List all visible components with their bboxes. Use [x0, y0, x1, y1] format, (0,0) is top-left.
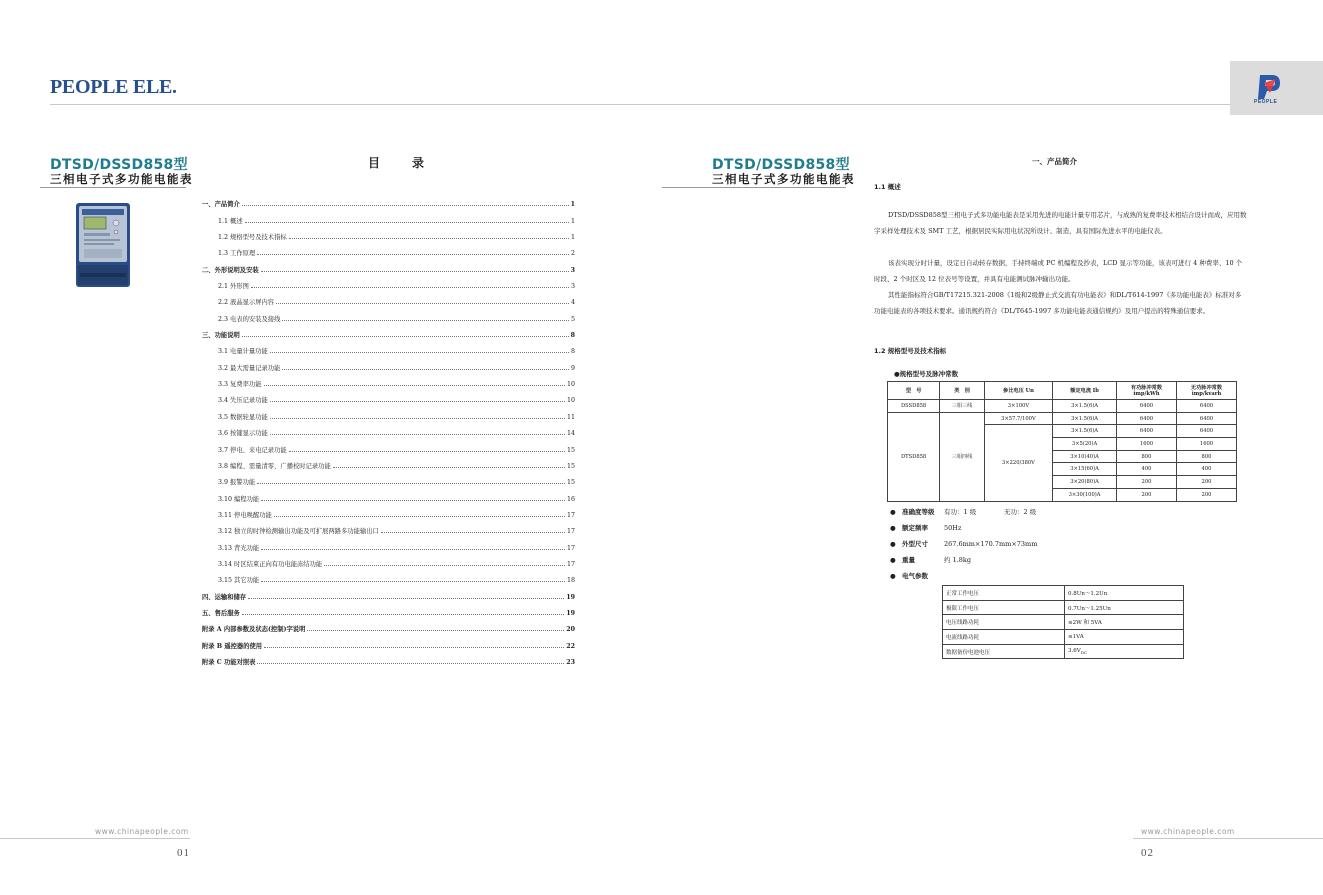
table-row — [888, 412, 1237, 425]
toc-leader-dots — [270, 401, 565, 402]
toc-leader-dots — [270, 418, 565, 419]
bullet-dimensions — [890, 539, 1037, 548]
toc-item[interactable] — [202, 633, 575, 649]
toc-item[interactable] — [202, 192, 575, 208]
toc-item-page: 19 — [566, 609, 575, 617]
spec-table-title: ●规格型号及脉冲常数 — [894, 370, 959, 378]
toc-leader-dots — [270, 434, 565, 435]
toc-item[interactable] — [202, 306, 575, 322]
toc-leader-dots — [289, 451, 565, 452]
active-constant-cell: 200 — [1117, 488, 1177, 501]
model-cell: DTSD858 — [888, 412, 940, 501]
overview-paragraph-1: DTSD/DSSD858型三相电子式多功能电能表是采用先进的电能计量专用芯片，与成熟的复费率技术相结合设计而成，应用数字采样处理技术及 SMT 工艺，根据居民实际用电状况所设计、制造，具有国际先进水平的电能仪表。 — [874, 211, 1247, 236]
toc-item-label: 3.3 复费率功能 — [218, 381, 262, 389]
param-value: ≤1VA — [1065, 630, 1184, 645]
reactive-constant-cell: 200 — [1177, 476, 1237, 489]
product-model-title: DTSD/DSSD858型 — [712, 157, 850, 173]
toc-item-page: 3 — [570, 266, 575, 274]
toc-item-label: 1.3 工作原理 — [218, 250, 256, 258]
people-logo-icon — [1254, 71, 1284, 101]
model-cell: DSSD858 — [888, 400, 940, 413]
toc-item-label: 五、售后服务 — [202, 609, 240, 617]
toc-item[interactable] — [202, 584, 575, 600]
toc-leader-dots — [276, 303, 569, 304]
toc-leader-dots — [282, 320, 569, 321]
toc-item-label: 附录 A 内部参数及状态(控制)字说明 — [202, 626, 306, 634]
bullet-dot: ● — [890, 540, 896, 548]
bullet-dot: ● — [890, 556, 896, 564]
bullet-value: 50Hz — [944, 524, 962, 532]
toc-item[interactable] — [202, 421, 575, 437]
header-cell: 类 别 — [940, 382, 985, 400]
bullet-value: 267.6mm×170.7mm×73mm — [944, 540, 1038, 548]
toc-item[interactable] — [202, 274, 575, 290]
spec-table — [887, 381, 1237, 502]
active-constant-cell: 1600 — [1117, 438, 1177, 451]
current-cell: 3×30(100)A — [1053, 488, 1117, 501]
subsection-title-overview: 1.1 概述 — [874, 183, 901, 191]
toc-item-page: 3 — [570, 283, 575, 291]
website-link[interactable]: www.chinapeople.com — [95, 827, 189, 836]
param-value: ≤2W 和 5VA — [1065, 615, 1184, 630]
website-link[interactable]: www.chinapeople.com — [1141, 827, 1235, 836]
toc-item-page: 14 — [566, 430, 575, 438]
toc-item-label: 3.5 数据轮显功能 — [218, 413, 268, 421]
toc-item-label: 3.13 背光功能 — [218, 544, 260, 552]
toc-leader-dots — [264, 385, 565, 386]
toc-item-label: 3.4 失压记录功能 — [218, 397, 268, 405]
type-cell: 三相三线 — [940, 400, 985, 413]
current-cell: 3×1.5(6)A — [1053, 400, 1117, 413]
toc-item[interactable] — [202, 290, 575, 306]
toc-item-label: 3.8 编程、需量清零、广播校时记录功能 — [218, 462, 331, 470]
param-name: 电压线路功耗 — [943, 615, 1065, 630]
footer-divider — [1133, 838, 1323, 839]
param-name: 极限工作电压 — [943, 600, 1065, 615]
active-constant-cell: 200 — [1117, 476, 1177, 489]
toc-item-page: 9 — [570, 364, 575, 372]
dc-subscript: DC — [1080, 650, 1087, 656]
toc-item[interactable] — [202, 323, 575, 339]
battery-voltage-value: 3.6V — [1068, 648, 1081, 655]
toc-item-label: 附录 B 遥控器的使用 — [202, 642, 263, 650]
toc-item[interactable] — [202, 355, 575, 371]
bullet-accuracy — [890, 507, 1036, 516]
table-row — [943, 586, 1184, 601]
toc-leader-dots — [257, 254, 569, 255]
toc-leader-dots — [307, 630, 564, 631]
current-cell: 3×10(40)A — [1053, 450, 1117, 463]
header-cell: 参比电压 Un — [984, 382, 1052, 400]
bullet-dot: ● — [890, 508, 896, 516]
toc-item-page: 23 — [566, 658, 575, 666]
toc-leader-dots — [245, 222, 569, 223]
bullet-value: 有功：1 级 — [944, 508, 977, 516]
toc-item[interactable] — [202, 257, 575, 273]
toc-item-page: 20 — [566, 626, 575, 634]
toc-item-page: 15 — [566, 446, 575, 454]
toc-item[interactable] — [202, 650, 575, 666]
toc-item-label: 3.11 停电唤醒功能 — [218, 511, 272, 519]
toc-item-label: 3.1 电量计量功能 — [218, 348, 268, 356]
toc-item-page: 11 — [566, 413, 575, 421]
header-divider — [50, 104, 1323, 105]
toc-leader-dots — [242, 205, 569, 206]
toc-item[interactable] — [202, 437, 575, 453]
toc-item-label: 3.14 时区结束正向有功电能冻结功能 — [218, 560, 323, 568]
toc-item-page: 8 — [570, 332, 575, 340]
toc-leader-dots — [257, 663, 564, 664]
bullet-electrical — [890, 571, 944, 580]
toc-item-page: 4 — [570, 299, 575, 307]
toc-item-label: 附录 C 功能对照表 — [202, 658, 256, 666]
toc-item-page: 1 — [570, 217, 575, 225]
reactive-constant-cell: 6400 — [1177, 425, 1237, 438]
toc-item[interactable] — [202, 404, 575, 420]
current-cell: 3×1.5(6)A — [1053, 425, 1117, 438]
toc-item-page: 15 — [566, 462, 575, 470]
toc-item-page: 8 — [570, 348, 575, 356]
header-cell: 有功脉冲常数 imp/kWh — [1117, 382, 1177, 400]
current-cell: 3×5(20)A — [1053, 438, 1117, 451]
active-constant-cell: 6400 — [1117, 412, 1177, 425]
toc-item[interactable] — [202, 552, 575, 568]
table-row — [888, 400, 1237, 413]
toc-item-page: 10 — [566, 381, 575, 389]
toc-item[interactable] — [202, 503, 575, 519]
toc-item-label: 3.15 其它功能 — [218, 577, 260, 585]
bullet-label: 准确度等级 — [902, 508, 935, 516]
bullet-dot: ● — [890, 524, 896, 532]
toc-item-page: 1 — [570, 201, 575, 209]
current-cell: 3×1.5(6)A — [1053, 412, 1117, 425]
overview-paragraph-2: 该表实现分时计量，设定日自动转存数据，手持终端或 PC 机编程及抄表，LCD 显示等功能，该表可进行 4 种费率、10 个时段、2 个时区及 12 位表号等设置，并具有电能测试脉冲输出功能。 — [874, 259, 1243, 284]
bullet-frequency — [890, 523, 961, 532]
toc-item-label: 一、产品简介 — [202, 201, 240, 209]
meter-product-image — [74, 201, 132, 289]
page-number-left: 01 — [177, 847, 190, 859]
table-row — [943, 630, 1184, 645]
brand-logo-text: PEOPLE ELE. — [50, 76, 177, 98]
toc-leader-dots — [261, 581, 565, 582]
table-row — [943, 615, 1184, 630]
title-divider — [662, 187, 846, 188]
current-cell: 3×20(80)A — [1053, 476, 1117, 489]
toc-item[interactable] — [202, 486, 575, 502]
toc-item-label: 3.6 按键显示功能 — [218, 430, 268, 438]
toc-leader-dots — [324, 565, 565, 566]
toc-item-page: 10 — [566, 397, 575, 405]
active-constant-cell: 6400 — [1117, 400, 1177, 413]
bullet-weight — [890, 555, 971, 564]
reactive-constant-cell: 400 — [1177, 463, 1237, 476]
toc-leader-dots — [248, 598, 564, 599]
toc-item[interactable] — [202, 241, 575, 257]
header-cell: 无功脉冲常数 imp/kvarh — [1177, 382, 1237, 400]
toc-leader-dots — [261, 271, 569, 272]
toc-item-label: 二、外形说明及安装 — [202, 266, 259, 274]
toc-item-page: 16 — [566, 495, 575, 503]
toc-item-page: 19 — [566, 593, 575, 601]
toc-item-page: 1 — [570, 234, 575, 242]
toc-item[interactable] — [202, 617, 575, 633]
toc-leader-dots — [282, 369, 569, 370]
table-row — [943, 644, 1184, 659]
toc-leader-dots — [274, 516, 565, 517]
toc-item-label: 2.3 电表的安装及接线 — [218, 315, 281, 323]
table-row — [943, 600, 1184, 615]
header-cell: 型 号 — [888, 382, 940, 400]
toc-leader-dots — [242, 614, 564, 615]
reactive-constant-cell: 1600 — [1177, 438, 1237, 451]
param-value — [1065, 644, 1184, 659]
toc-item[interactable] — [202, 225, 575, 241]
bullet-value: 约 1.8kg — [944, 556, 972, 564]
toc-item-page: 22 — [566, 642, 575, 650]
toc-item-page: 18 — [566, 577, 575, 585]
active-constant-cell: 400 — [1117, 463, 1177, 476]
toc-leader-dots — [381, 532, 565, 533]
active-constant-cell: 800 — [1117, 450, 1177, 463]
toc-leader-dots — [261, 549, 565, 550]
toc-leader-dots — [257, 483, 565, 484]
toc-item-page: 17 — [566, 528, 575, 536]
bullet-dot: ● — [890, 572, 896, 580]
section-title: 一、产品简介 — [1032, 157, 1077, 166]
toc-item-label: 3.2 最大需量记录功能 — [218, 364, 281, 372]
toc-leader-dots — [251, 287, 569, 288]
bullet-label: 外型尺寸 — [902, 540, 928, 548]
voltage-cell: 3×220/380V — [984, 425, 1052, 501]
toc-item-label: 1.2 规格型号及技术指标 — [218, 234, 287, 242]
bullet-value: 无功：2 级 — [1004, 508, 1037, 516]
toc-item[interactable] — [202, 519, 575, 535]
title-divider — [40, 187, 186, 188]
toc-item-page: 17 — [566, 560, 575, 568]
page-number-right: 02 — [1141, 847, 1154, 859]
toc-item-page: 5 — [570, 315, 575, 323]
toc-item-label: 3.10 编程功能 — [218, 495, 260, 503]
overview-paragraph-3: 其性能指标符合GB/T17215.321-2008《1级和2级静止式交流有功电能表》和DL/T614-1997《多功能电能表》标准对多功能电能表的各项技术要求。通讯规约符合《DL/T645-1997 多功能电能表通信规约》及用户提出的特殊通信要求。 — [874, 291, 1242, 316]
table-of-contents — [202, 192, 575, 666]
reactive-constant-cell: 6400 — [1177, 400, 1237, 413]
toc-item-label: 四、运输和储存 — [202, 593, 247, 601]
toc-leader-dots — [264, 647, 564, 648]
toc-item-page: 17 — [566, 544, 575, 552]
toc-item-page: 17 — [566, 511, 575, 519]
product-model-title: DTSD/DSSD858型 — [50, 157, 188, 173]
subsection-title-specs: 1.2 规格型号及技术指标 — [874, 347, 947, 355]
toc-item[interactable] — [202, 601, 575, 617]
toc-item[interactable] — [202, 470, 575, 486]
bullet-label: 重量 — [902, 556, 915, 564]
toc-item[interactable] — [202, 208, 575, 224]
toc-item-label: 3.12 独立的时钟检测输出功能及可扩展两路多功能输出口 — [218, 528, 379, 536]
voltage-cell: 3×57.7/100V — [984, 412, 1052, 425]
param-name: 电流线路功耗 — [943, 630, 1065, 645]
param-value: 0.7Un～1.25Un — [1065, 600, 1184, 615]
reactive-constant-cell: 200 — [1177, 488, 1237, 501]
product-name-title: 三相电子式多功能电能表 — [50, 172, 193, 186]
voltage-cell: 3×100V — [984, 400, 1052, 413]
toc-leader-dots — [242, 336, 569, 337]
footer-divider — [0, 838, 190, 839]
electrical-params-table — [942, 585, 1184, 659]
reactive-constant-cell: 6400 — [1177, 412, 1237, 425]
toc-title: 目 录 — [368, 156, 435, 170]
toc-leader-dots — [270, 352, 569, 353]
active-constant-cell: 6400 — [1117, 425, 1177, 438]
param-name: 数据备份电池电压 — [943, 644, 1065, 659]
current-cell: 3×15(60)A — [1053, 463, 1117, 476]
toc-item-label: 3.7 停电、来电记录功能 — [218, 446, 287, 454]
spec-header-row — [888, 382, 1237, 400]
logo-badge — [1230, 61, 1323, 115]
toc-leader-dots — [289, 238, 569, 239]
toc-item[interactable] — [202, 372, 575, 388]
toc-item-label: 2.1 外形图 — [218, 283, 249, 291]
toc-item-page: 15 — [566, 479, 575, 487]
bullet-label: 电气参数 — [902, 572, 928, 580]
toc-item-label: 2.2 液晶显示屏内容 — [218, 299, 275, 307]
toc-item[interactable] — [202, 339, 575, 355]
header-cell: 额定电流 Ib — [1053, 382, 1117, 400]
toc-item-label: 1.1 概述 — [218, 217, 243, 225]
toc-item[interactable] — [202, 568, 575, 584]
bullet-label: 额定频率 — [902, 524, 928, 532]
toc-item[interactable] — [202, 535, 575, 551]
toc-item[interactable] — [202, 454, 575, 470]
toc-item-label: 3.9 报警功能 — [218, 479, 256, 487]
type-cell: 三相四线 — [940, 412, 985, 501]
reactive-constant-cell: 800 — [1177, 450, 1237, 463]
product-name-title: 三相电子式多功能电能表 — [712, 172, 855, 186]
toc-item-page: 2 — [570, 250, 575, 258]
logo-caption: PEOPLE — [1254, 99, 1278, 105]
toc-leader-dots — [261, 500, 565, 501]
toc-item[interactable] — [202, 388, 575, 404]
toc-leader-dots — [333, 467, 565, 468]
toc-item-label: 三、功能说明 — [202, 332, 240, 340]
param-value: 0.8Un～1.2Un — [1065, 586, 1184, 601]
param-name: 正常工作电压 — [943, 586, 1065, 601]
